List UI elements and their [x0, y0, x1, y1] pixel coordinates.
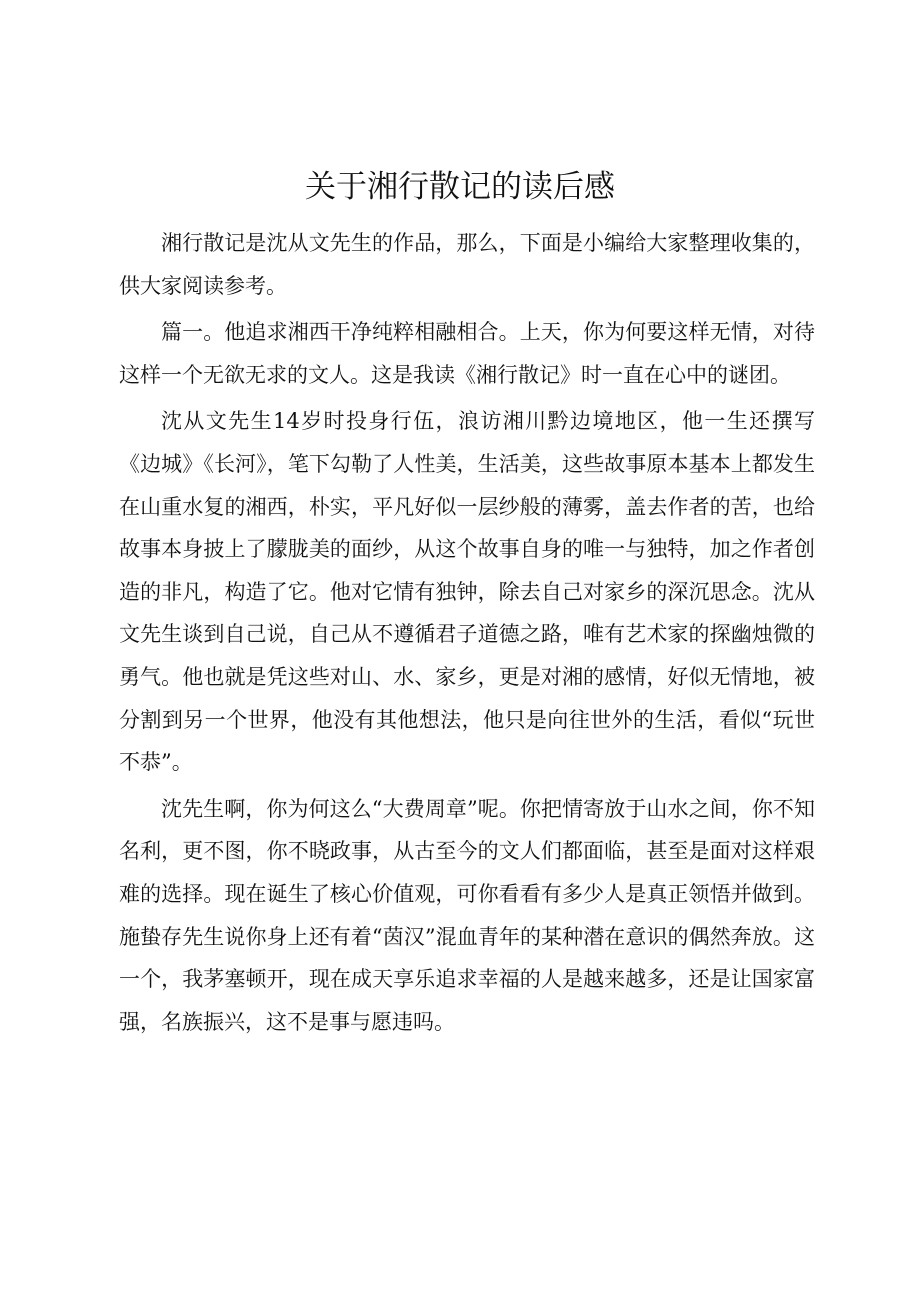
paragraph-reflection: 沈先生啊，你为何这么“大费周章”呢。你把情寄放于山水之间，你不知名利，更不图，你不晓政事，从古至今的文人们都面临，甚至是面对这样艰难的选择。现在诞生了核心价值观，可你看看有多少人是真正领悟并做到。施蛰存先生说你身上还有着“茵汉”混血青年的某种潜在意识的偶然奔放。这一个，我茅塞顿开，现在成天享乐追求幸福的人是越来越多，还是让国家富强，名族振兴，这不是事与愿违吗。 [119, 796, 815, 1034]
paragraph-intro: 湘行散记是沈从文先生的作品，那么，下面是小编给大家整理收集的，供大家阅读参考。 [119, 231, 815, 298]
document-title: 关于湘行散记的读后感 [305, 169, 615, 205]
document-body [119, 222, 815, 1047]
paragraph-part-one: 篇一。他追求湘西干净纯粹相融相合。上天，你为何要这样无情，对待这样一个无欲无求的文人。这是我读《湘行散记》时一直在心中的谜团。 [119, 320, 815, 387]
paragraph-author-background: 沈从文先生14岁时投身行伍，浪访湘川黔边境地区，他一生还撰写《边城》《长河》，笔下勾勒了人性美，生活美，这些故事原本基本上都发生在山重水复的湘西，朴实，平凡好似一层纱般的薄雾，盖去作者的苦，也给故事本身披上了朦胧美的面纱，从这个故事自身的唯一与独特，加之作者创造的非凡，构造了它。他对它情有独钟，除去自己对家乡的深沉思念。沈从文先生谈到自己说，自己从不遵循君子道德之路，唯有艺术家的探幽烛微的勇气。他也就是凭这些对山、水、家乡，更是对湘的感情，好似无情地，被分割到另一个世界，他没有其他想法，他只是向往世外的生活，看似“玩世不恭”。 [119, 409, 815, 775]
